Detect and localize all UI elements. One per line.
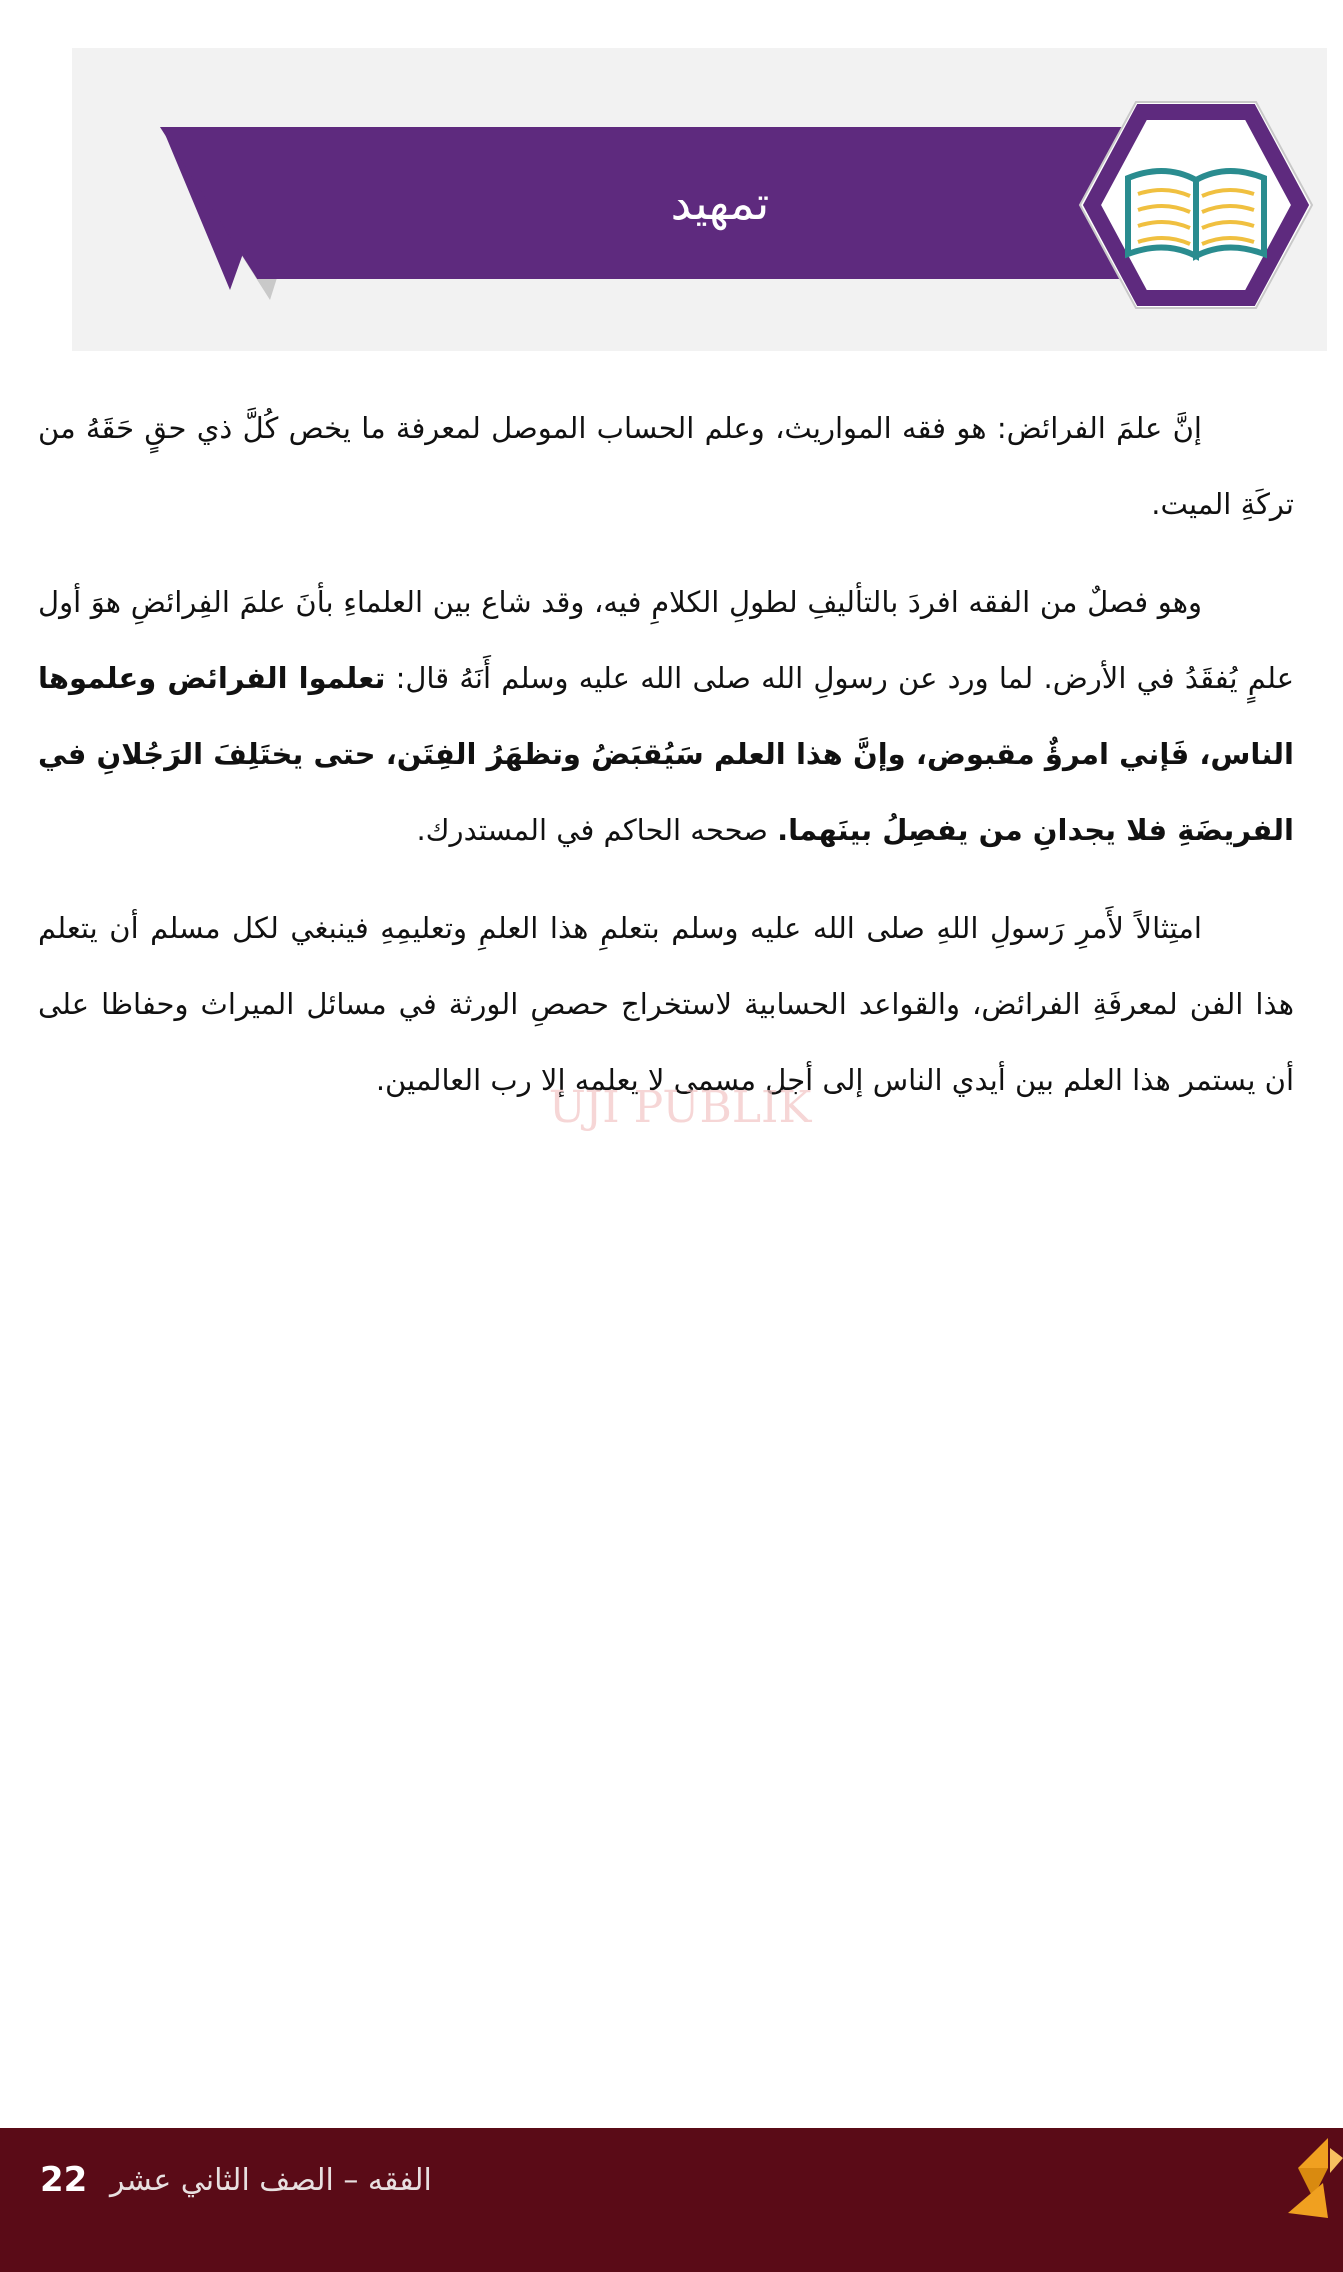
hadith-quote: تعلموا الفرائض وعلموها الناس، فَإني امرؤٌ مقبوض، وإنَّ هذا العلم سَيُقبَضُ وتظهَرُ الفِتَن، حتى يختَلِفَ الرَجُلانِ في الفريضَةِ فلا يجدانِ من يفصِلُ بينَهما. (38, 661, 1294, 847)
paragraph-text: امتِثالاً لأَمرِ رَسولِ اللهِ صلى الله عليه وسلم بتعلمِ هذا العلمِ وتعليمِهِ فينبغي لكل مسلم أن يتعلم هذا الفن لمعرفَةِ الفرائض، والقواعد الحسابية لاستخراج حصصِ الورثة في مسائل الميراث وحفاظا على أن يستمر هذا العلم بين أيدي الناس إلى أجل مسمى لا يعلمه إلا رب العالمين. (38, 911, 1294, 1097)
hadith-source: صححه الحاكم في المستدرك. (416, 813, 778, 847)
page-title: تمهيد (670, 176, 770, 230)
open-book-icon (1076, 100, 1316, 310)
intro-paragraph (38, 390, 1294, 542)
hadith-paragraph (38, 564, 1294, 868)
paragraph-text: إنَّ علمَ الفرائض: هو فقه المواريث، وعلم الحساب الموصل لمعرفة ما يخص كُلَّ ذي حقٍ حَقَهُ من تركَةِ الميت. (38, 411, 1294, 521)
watermark: UJI PUBLIK (548, 1082, 812, 1133)
paragraph-text: وهو فصلٌ من الفقه افردَ بالتأليفِ لطولِ الكلامِ فيه، وقد شاع بين العلماءِ بأنَ علمَ الفِرائضِ هوَ أول علمٍ يُفقَدُ في الأرض. لما ورد عن رسولِ الله صلى الله عليه وسلم أَنَهُ قال: (38, 585, 1294, 695)
footer-decoration (1268, 2128, 1343, 2228)
page-number: 22 (40, 2160, 88, 2200)
body-text (38, 390, 1294, 1140)
footer-subject-label: الفقه – الصف الثاني عشر (110, 2162, 432, 2198)
